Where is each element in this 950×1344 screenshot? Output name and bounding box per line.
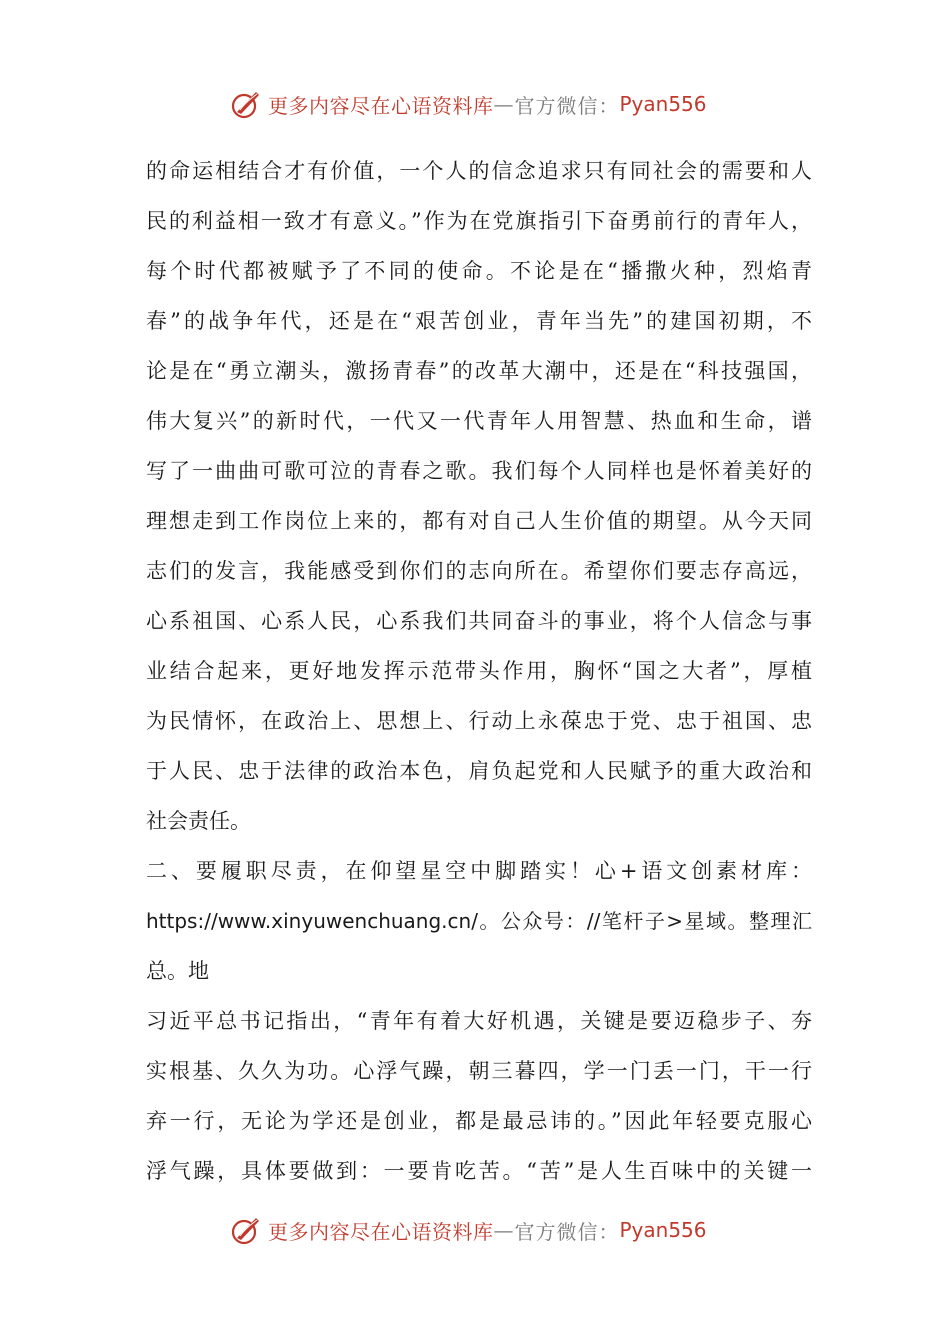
banner-title: 更多内容尽在心语资料库: [268, 1219, 494, 1244]
text-line: 写了一曲曲可歌可泣的青春之歌。我们每个人同样也是怀着美好的: [146, 459, 812, 483]
document-body: [146, 146, 812, 1196]
url-line: https://www.xinyuwenchuang.cn/。公众号：//笔杆子>星域。整理汇: [146, 909, 812, 933]
banner-wechat-id: Pyan556: [619, 1218, 707, 1242]
text-line: 伟大复兴”的新时代，一代又一代青年人用智慧、热血和生命，谱: [146, 409, 812, 433]
text-line: 的命运相结合才有价值，一个人的信念追求只有同社会的需要和人: [146, 159, 812, 183]
text-line: 实根基、久久为功。心浮气躁，朝三暮四，学一门丢一门，干一行: [146, 1059, 812, 1083]
banner-dash: —: [493, 1218, 515, 1242]
text-line: 社会责任。: [146, 809, 251, 833]
text-line: 论是在“勇立潮头，激扬青春”的改革大潮中，还是在“科技强国，: [146, 359, 812, 383]
text-line: 每个时代都被赋予了不同的使命。不论是在“播撒火种，烈焰青: [146, 259, 812, 283]
text-line: 心系祖国、心系人民，心系我们共同奋斗的事业，将个人信念与事: [146, 609, 812, 633]
header-banner: [228, 84, 748, 124]
text-line: 民的利益相一致才有意义。”作为在党旗指引下奋勇前行的青年人，: [146, 209, 812, 233]
text-line: 为民情怀，在政治上、思想上、行动上永葆忠于党、忠于祖国、忠: [146, 709, 812, 733]
quill-logo-icon: [228, 86, 264, 122]
text-line: 总。地: [146, 959, 209, 983]
banner-wechat-label: 官方微信：: [514, 93, 620, 118]
banner-dash: —: [493, 92, 515, 116]
text-line: 浮气躁，具体要做到：一要肯吃苦。“苦”是人生百味中的关键一: [146, 1159, 812, 1183]
footer-banner: [228, 1210, 748, 1250]
text-line: 于人民、忠于法律的政治本色，肩负起党和人民赋予的重大政治和: [146, 759, 812, 783]
banner-wechat-label: 官方微信：: [514, 1219, 620, 1244]
text-line: 春”的战争年代，还是在“艰苦创业，青年当先”的建国初期，不: [146, 309, 812, 333]
quill-logo-icon: [228, 1212, 264, 1248]
banner-title: 更多内容尽在心语资料库: [268, 93, 494, 118]
section-heading: 二、要履职尽责，在仰望星空中脚踏实！心+语文创素材库：: [146, 859, 812, 883]
text-line: 习近平总书记指出，“青年有着大好机遇，关键是要迈稳步子、夯: [146, 1009, 812, 1033]
banner-wechat-id: Pyan556: [619, 92, 707, 116]
text-line: 志们的发言，我能感受到你们的志向所在。希望你们要志存高远，: [146, 559, 812, 583]
text-line: 弃一行，无论为学还是创业，都是最忌讳的。”因此年轻要克服心: [146, 1109, 812, 1133]
text-line: 理想走到工作岗位上来的，都有对自己人生价值的期望。从今天同: [146, 509, 812, 533]
text-line: 业结合起来，更好地发挥示范带头作用，胸怀“国之大者”，厚植: [146, 659, 812, 683]
